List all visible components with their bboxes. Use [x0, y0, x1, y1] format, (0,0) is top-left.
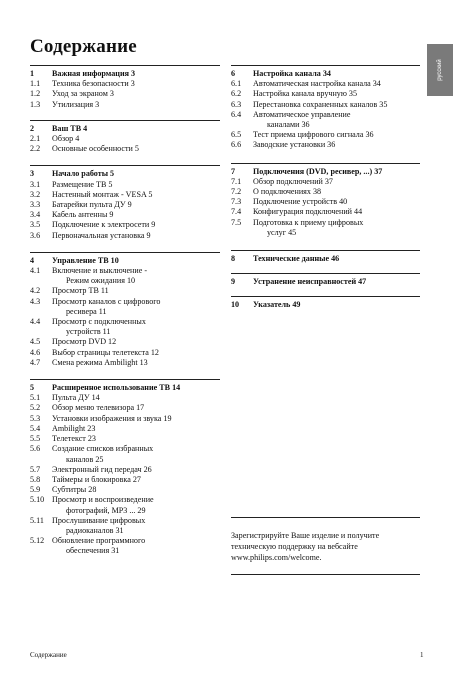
toc-number: 3.2 — [30, 189, 41, 199]
toc-heading-text: Управление ТВ 10 — [52, 255, 119, 265]
toc-number: 3.6 — [30, 230, 41, 240]
toc-entry-text: Размещение ТВ 5 — [52, 179, 113, 189]
toc-entry-continuation: каналов 25 — [66, 454, 104, 464]
toc-entry[interactable] — [231, 89, 420, 99]
toc-left-column — [30, 65, 220, 557]
toc-entry[interactable] — [30, 297, 220, 317]
toc-entry-text: Таймеры и блокировка 27 — [52, 474, 141, 484]
toc-entry-text: О подключениях 38 — [253, 187, 322, 197]
toc-entry-continuation: ресивера 11 — [66, 306, 107, 316]
toc-entry-text-wrap — [52, 231, 220, 241]
toc-entry-text: Автоматическая настройка канала 34 — [253, 79, 381, 89]
toc-entry[interactable] — [30, 465, 220, 475]
toc-entry-text: Создание списков избранных — [52, 444, 154, 454]
toc-entry-text: Просмотр с подключенных — [52, 317, 146, 327]
toc-section-heading[interactable] — [231, 167, 420, 177]
toc-number: 7 — [231, 166, 236, 176]
toc-entry-text: Настройка канала вручную 35 — [253, 89, 357, 99]
toc-entry-text-wrap — [52, 348, 220, 358]
toc-entry-text: Смена режима Ambilight 13 — [52, 357, 148, 367]
toc-entry-text-wrap — [253, 187, 420, 197]
toc-entry-text-wrap — [52, 200, 220, 210]
toc-entry-text: Батарейки пульта ДУ 9 — [52, 200, 132, 210]
toc-entry[interactable] — [30, 89, 220, 99]
toc-entry[interactable] — [30, 231, 220, 241]
toc-entry-text: Подготовка к приему цифровых — [253, 217, 364, 227]
toc-entry-text-wrap — [52, 297, 220, 317]
toc-entry-text: Уход за экраном 3 — [52, 89, 114, 99]
toc-number: 6.1 — [231, 79, 242, 89]
toc-entry-text: Техника безопасности 3 — [52, 79, 135, 89]
toc-number: 2.2 — [30, 144, 41, 154]
toc-entry[interactable] — [231, 110, 420, 130]
page-number: 1 — [420, 651, 424, 659]
toc-number: 5.11 — [30, 515, 44, 525]
toc-entry-text-wrap — [253, 177, 420, 187]
toc-entry[interactable] — [30, 144, 220, 154]
toc-entry[interactable] — [30, 495, 220, 515]
toc-number: 4.5 — [30, 337, 41, 347]
toc-section — [30, 379, 220, 556]
toc-heading-text: Расширенное использование ТВ 14 — [52, 383, 181, 393]
toc-entry-text-wrap — [253, 79, 420, 89]
toc-entry-continuation: Режим ожидания 10 — [66, 276, 136, 286]
toc-entry-text: Заводские установки 36 — [253, 140, 336, 150]
toc-section-heading[interactable] — [231, 277, 420, 287]
toc-entry-text-wrap — [52, 220, 220, 230]
toc-entry[interactable] — [30, 424, 220, 434]
toc-entry[interactable] — [30, 100, 220, 110]
toc-entry-text-wrap — [52, 100, 220, 110]
register-divider-bottom — [231, 574, 420, 575]
register-note: Зарегистрируйте Ваше изделие и получите техническую поддержку на вебсайте www.philips.com/welcome. — [231, 531, 380, 562]
toc-entry[interactable] — [30, 516, 220, 536]
toc-entry-text-wrap — [253, 110, 420, 130]
toc-entry[interactable] — [231, 100, 420, 110]
toc-entry[interactable] — [231, 187, 420, 197]
toc-entry-text-wrap — [52, 536, 220, 556]
toc-heading-text: Подключения (DVD, ресивер, ...) 37 — [253, 166, 383, 176]
toc-entry-text: Просмотр ТВ 11 — [52, 286, 109, 296]
language-tab — [427, 44, 453, 96]
toc-entry[interactable] — [30, 79, 220, 89]
toc-entry-text: Включение и выключение - — [52, 266, 148, 276]
toc-entry-text-wrap — [52, 190, 220, 200]
toc-entry[interactable] — [231, 130, 420, 140]
toc-entry[interactable] — [30, 348, 220, 358]
page-title: Содержание — [30, 36, 137, 57]
toc-section-heading[interactable] — [30, 69, 220, 79]
toc-entry-text: Конфигурация подключений 44 — [253, 207, 363, 217]
toc-number: 5.9 — [30, 485, 41, 495]
toc-entry[interactable] — [30, 337, 220, 347]
toc-entry-text: Прослушивание цифровых — [52, 515, 146, 525]
toc-entry[interactable] — [30, 180, 220, 190]
toc-entry-text: Обзор 4 — [52, 134, 80, 144]
toc-entry-text-wrap — [52, 444, 220, 464]
toc-heading-text: Ваш ТВ 4 — [52, 123, 88, 133]
toc-entry-text: Подключение к электросети 9 — [52, 220, 156, 230]
toc-entry-text: Просмотр DVD 12 — [52, 337, 117, 347]
toc-section — [231, 163, 420, 238]
toc-number: 4.3 — [30, 296, 41, 306]
toc-entry[interactable] — [30, 444, 220, 464]
toc-number: 6 — [231, 69, 236, 78]
toc-entry-text-wrap — [253, 197, 420, 207]
toc-section — [30, 252, 220, 368]
toc-number: 4.2 — [30, 286, 41, 296]
toc-number: 7.2 — [231, 187, 242, 197]
toc-section-heading[interactable] — [231, 254, 420, 264]
toc-entry-text: Тест приема цифрового сигнала 36 — [253, 130, 374, 140]
toc-number: 5.10 — [30, 495, 45, 505]
toc-number: 4.7 — [30, 357, 41, 367]
toc-entry-text-wrap — [52, 465, 220, 475]
toc-entry-text-wrap — [52, 424, 220, 434]
toc-number: 4.4 — [30, 317, 41, 327]
toc-entry-text-wrap — [52, 414, 220, 424]
language-tab-label: русский — [437, 59, 443, 81]
toc-number: 1.3 — [30, 99, 41, 109]
toc-number: 1.2 — [30, 89, 41, 99]
toc-entry-text-wrap — [52, 516, 220, 536]
toc-heading-text: Важная информация 3 — [52, 69, 136, 78]
toc-number: 7.5 — [231, 217, 242, 227]
toc-entry-text: Подключение устройств 40 — [253, 197, 348, 207]
toc-heading-text: Указатель 49 — [253, 300, 301, 310]
toc-number: 6.2 — [231, 89, 242, 99]
toc-entry[interactable] — [30, 190, 220, 200]
toc-section — [231, 250, 420, 264]
toc-section-heading[interactable] — [30, 383, 220, 393]
toc-number: 1 — [30, 69, 35, 78]
toc-entry-text: Кабель антенны 9 — [52, 210, 114, 220]
toc-section — [231, 273, 420, 287]
toc-entry-text: Субтитры 28 — [52, 485, 97, 495]
toc-number: 5.1 — [30, 393, 41, 403]
toc-entry-text-wrap — [52, 403, 220, 413]
toc-entry-continuation: каналами 36 — [267, 120, 310, 130]
toc-number: 7.4 — [231, 207, 242, 217]
toc-entry-text: Телетекст 23 — [52, 434, 96, 444]
toc-number: 5.12 — [30, 536, 45, 546]
toc-entry-continuation: устройств 11 — [66, 327, 111, 337]
toc-section — [231, 296, 420, 310]
toc-number: 6.3 — [231, 99, 242, 109]
toc-entry-text: Установки изображения и звука 19 — [52, 413, 172, 423]
toc-number: 3.5 — [30, 220, 41, 230]
toc-entry-text-wrap — [52, 266, 220, 286]
toc-entry-text-wrap — [52, 495, 220, 515]
toc-entry-text-wrap — [253, 89, 420, 99]
toc-entry-text: Просмотр каналов с цифрового — [52, 296, 161, 306]
toc-entry[interactable] — [231, 140, 420, 150]
toc-section-heading[interactable] — [30, 256, 220, 266]
toc-entry-text-wrap — [52, 79, 220, 89]
toc-number: 5 — [30, 383, 35, 393]
toc-entry[interactable] — [231, 197, 420, 207]
toc-entry-text-wrap — [253, 207, 420, 217]
toc-heading-text: Технические данные 46 — [253, 254, 340, 264]
toc-heading-text: Устранение неисправностей 47 — [253, 277, 367, 287]
toc-right-column — [231, 65, 420, 311]
toc-number: 5.4 — [30, 423, 41, 433]
toc-number: 5.5 — [30, 434, 41, 444]
toc-entry[interactable] — [30, 485, 220, 495]
toc-entry[interactable] — [30, 266, 220, 286]
toc-section — [30, 165, 220, 240]
toc-entry[interactable] — [30, 134, 220, 144]
toc-entry[interactable] — [231, 218, 420, 238]
toc-entry-text-wrap — [52, 475, 220, 485]
toc-entry-continuation: услуг 45 — [267, 227, 297, 237]
toc-entry[interactable] — [30, 475, 220, 485]
toc-entry[interactable] — [231, 207, 420, 217]
toc-entry-text-wrap — [253, 218, 420, 238]
toc-number: 8 — [231, 254, 236, 264]
toc-section-heading[interactable] — [231, 300, 420, 310]
toc-entry[interactable] — [30, 200, 220, 210]
toc-number: 5.7 — [30, 464, 41, 474]
toc-entry-text-wrap — [253, 140, 420, 150]
toc-entry[interactable] — [30, 220, 220, 230]
toc-entry[interactable] — [231, 79, 420, 89]
toc-number: 1.1 — [30, 79, 41, 89]
toc-number: 5.6 — [30, 444, 41, 454]
toc-number: 7.1 — [231, 176, 242, 186]
toc-entry-text-wrap — [52, 434, 220, 444]
toc-entry-text-wrap — [52, 393, 220, 403]
footer-label: Содержание — [30, 651, 67, 659]
toc-number: 5.2 — [30, 403, 41, 413]
toc-number: 6.5 — [231, 130, 242, 140]
toc-entry[interactable] — [30, 403, 220, 413]
toc-section-heading[interactable] — [30, 124, 220, 134]
toc-number: 6.6 — [231, 140, 242, 150]
toc-entry-text-wrap — [52, 485, 220, 495]
toc-entry-text-wrap — [52, 134, 220, 144]
toc-heading-text: Настройка канала 34 — [253, 69, 331, 78]
toc-entry[interactable] — [30, 434, 220, 444]
toc-number: 2.1 — [30, 134, 41, 144]
toc-number: 3.1 — [30, 179, 41, 189]
toc-number: 9 — [231, 277, 236, 287]
toc-entry[interactable] — [30, 286, 220, 296]
toc-section — [30, 65, 220, 110]
toc-entry-text: Обновление программного — [52, 536, 146, 546]
toc-entry-text: Ambilight 23 — [52, 423, 96, 433]
toc-entry-text: Электронный гид передач 26 — [52, 464, 152, 474]
toc-heading-text: Начало работы 5 — [52, 169, 115, 179]
toc-entry-text: Обзор подключений 37 — [253, 176, 333, 186]
toc-number: 2 — [30, 123, 35, 133]
toc-entry[interactable] — [30, 414, 220, 424]
toc-entry[interactable] — [30, 393, 220, 403]
toc-entry-text: Просмотр и воспроизведение — [52, 495, 154, 505]
toc-entry[interactable] — [30, 317, 220, 337]
toc-number: 10 — [231, 300, 240, 310]
toc-entry-text: Автоматическое управление — [253, 109, 351, 119]
toc-section-heading[interactable] — [231, 69, 420, 79]
toc-entry-text: Настенный монтаж - VESA 5 — [52, 189, 153, 199]
toc-number: 6.4 — [231, 109, 242, 119]
toc-entry-text-wrap — [52, 358, 220, 368]
toc-entry-text: Основные особенности 5 — [52, 144, 139, 154]
toc-number: 7.3 — [231, 197, 242, 207]
toc-entry[interactable] — [30, 536, 220, 556]
toc-entry-text-wrap — [52, 89, 220, 99]
toc-section — [231, 65, 420, 151]
toc-entry-text-wrap — [52, 180, 220, 190]
toc-section-heading[interactable] — [30, 169, 220, 179]
toc-number: 3 — [30, 169, 35, 179]
toc-number: 4 — [30, 255, 35, 265]
toc-section — [30, 120, 220, 155]
toc-number: 3.3 — [30, 200, 41, 210]
toc-entry-text: Выбор страницы телетекста 12 — [52, 347, 159, 357]
toc-entry-continuation: обеспечения 31 — [66, 546, 120, 556]
toc-entry-text: Первоначальная установка 9 — [52, 230, 151, 240]
toc-entry-text-wrap — [52, 317, 220, 337]
toc-number: 5.3 — [30, 413, 41, 423]
toc-entry-text: Обзор меню телевизора 17 — [52, 403, 145, 413]
toc-entry[interactable] — [30, 210, 220, 220]
toc-entry[interactable] — [231, 177, 420, 187]
toc-number: 3.4 — [30, 210, 41, 220]
toc-number: 4.6 — [30, 347, 41, 357]
toc-entry-text-wrap — [52, 286, 220, 296]
toc-entry-text-wrap — [52, 210, 220, 220]
toc-number: 4.1 — [30, 266, 41, 276]
toc-entry-text: Пульта ДУ 14 — [52, 393, 100, 403]
toc-entry-text-wrap — [52, 144, 220, 154]
toc-entry-text: Утилизация 3 — [52, 99, 100, 109]
toc-entry-text-wrap — [253, 100, 420, 110]
toc-entry[interactable] — [30, 358, 220, 368]
toc-entry-continuation: фотографий, MP3 ... 29 — [66, 505, 146, 515]
toc-entry-continuation: радиоканалов 31 — [66, 525, 124, 535]
toc-number: 5.8 — [30, 474, 41, 484]
toc-entry-text: Перестановка сохраненных каналов 35 — [253, 99, 388, 109]
toc-entry-text-wrap — [52, 337, 220, 347]
toc-entry-text-wrap — [253, 130, 420, 140]
register-divider-top — [231, 517, 420, 518]
